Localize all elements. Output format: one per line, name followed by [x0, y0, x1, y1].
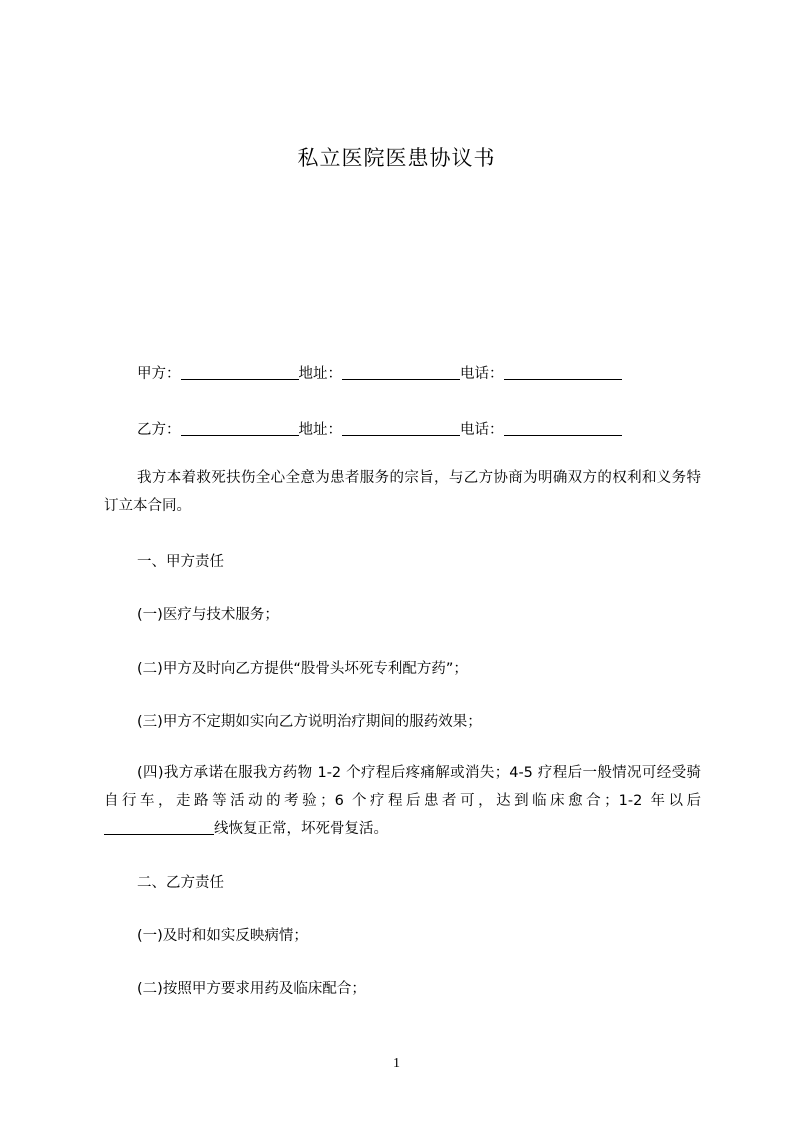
party-a-name-blank[interactable] — [181, 365, 299, 380]
party-b-phone-label: 电话： — [460, 422, 504, 438]
party-a-address-label: 地址： — [298, 366, 342, 382]
party-b-address-blank[interactable] — [342, 421, 460, 436]
document-title: 私立医院医患协议书 — [297, 146, 496, 170]
section-1-item-1: (一)医疗与技术服务； — [137, 607, 279, 623]
party-b-name-blank[interactable] — [181, 421, 299, 436]
intro-paragraph: 我方本着救死扶伤全心全意为患者服务的宗旨，与乙方协商为明确双方的权利和义务特订立本合同。 — [104, 470, 701, 514]
section-1-heading: 一、甲方责任 — [137, 554, 224, 570]
section-2-item-1: (一)及时和如实反映病情； — [137, 928, 308, 944]
section-1-item-4 — [104, 759, 701, 843]
item-4-text-end: 线恢复正常，坏死骨复活。 — [214, 821, 388, 837]
party-b-phone-blank[interactable] — [504, 421, 622, 436]
party-b-line — [137, 418, 622, 439]
section-2-heading: 二、乙方责任 — [137, 875, 224, 891]
party-b-label: 乙方： — [137, 422, 181, 438]
party-b-address-label: 地址： — [298, 422, 342, 438]
party-a-phone-blank[interactable] — [504, 365, 622, 380]
section-2-item-2: (二)按照甲方要求用药及临床配合； — [137, 981, 366, 997]
party-a-address-blank[interactable] — [342, 365, 460, 380]
party-a-phone-label: 电话： — [460, 366, 504, 382]
section-1-item-2: (二)甲方及时向乙方提供“股骨头坏死专利配方药”； — [137, 661, 468, 677]
party-a-line — [137, 362, 622, 383]
item-4-text: (四)我方承诺在服我方药物 1-2 个疗程后疼痛解或消失；4-5 疗程后一般情况可经受骑自行车，走路等活动的考验；6 个疗程后患者可，达到临床愈合；1-2 年以后 — [104, 765, 701, 809]
page-number: 1 — [393, 1056, 400, 1071]
item-4-blank[interactable] — [104, 820, 214, 835]
party-a-label: 甲方： — [137, 366, 181, 382]
section-1-item-3: (三)甲方不定期如实向乙方说明治疗期间的服药效果； — [137, 714, 482, 730]
